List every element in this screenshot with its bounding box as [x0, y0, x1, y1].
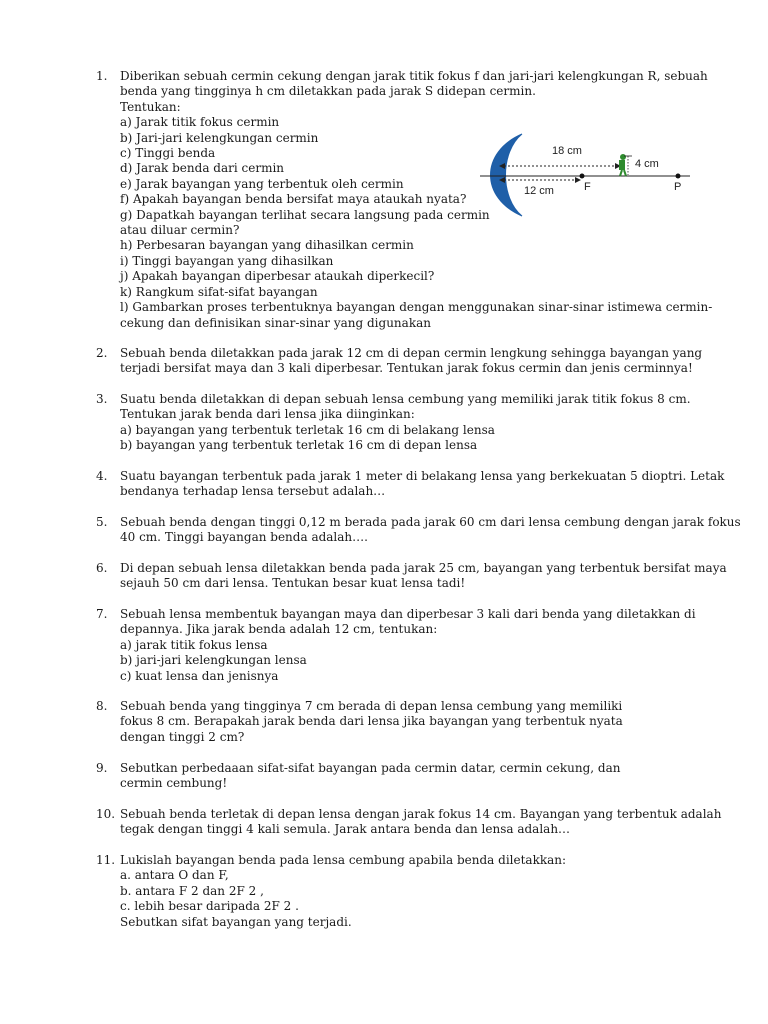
focus-label: F — [584, 181, 591, 193]
question-line: e) Jarak bayangan yang terbentuk oleh cermin — [120, 176, 404, 191]
question-10 — [96, 807, 722, 838]
question-line: a) bayangan yang terbentuk terletak 16 cm di belakang lensa — [120, 422, 495, 437]
question-number: 3. — [96, 392, 108, 406]
question-line: Sebuah benda yang tingginya 7 cm berada di depan lensa cembung yang memiliki — [120, 699, 623, 713]
question-line: a) jarak titik fokus lensa — [120, 637, 268, 652]
question-line: c) kuat lensa dan jenisnya — [120, 668, 279, 683]
question-line: benda yang tingginya h cm diletakkan pada jarak S didepan cermin. — [120, 84, 536, 99]
question-3 — [96, 392, 696, 454]
question-6 — [96, 561, 727, 592]
question-line: h) Perbesaran bayangan yang dihasilkan cermin — [120, 238, 414, 253]
question-8 — [96, 699, 696, 745]
question-line: depannya. Jika jarak benda adalah 12 cm, tentukan: — [120, 622, 438, 637]
question-2 — [96, 346, 703, 377]
question-line: Sebuah benda terletak di depan lensa dengan jarak fokus 14 cm. Bayangan yang terbentuk adalah — [120, 807, 722, 821]
center-label: P — [674, 181, 682, 193]
question-line: terjadi bersifat maya dan 3 kali diperbesar. Tentukan jarak fokus cermin dan jenis cerminnya! — [120, 361, 693, 376]
concave-mirror-diagram — [478, 128, 692, 220]
question-line: i) Tinggi bayangan yang dihasilkan — [120, 253, 334, 268]
question-line: Lukislah bayangan benda pada lensa cembung apabila benda diletakkan: — [120, 853, 567, 867]
question-number: 11. — [96, 853, 116, 867]
question-line: j) Apakah bayangan diperbesar ataukah diperkecil? — [120, 269, 435, 284]
question-number: 5. — [96, 515, 108, 529]
question-11 — [96, 853, 696, 930]
question-line: bendanya terhadap lensa tersebut adalah… — [120, 484, 386, 499]
question-4 — [96, 469, 725, 500]
concave-mirror-shape — [491, 134, 523, 216]
question-line: fokus 8 cm. Berapakah jarak benda dari lensa jika bayangan yang terbentuk nyata — [120, 714, 623, 729]
question-line: Tentukan: — [120, 99, 181, 114]
question-line: Suatu benda diletakkan di depan sebuah lensa cembung yang memiliki jarak titik fokus 8 cm. — [120, 392, 691, 406]
question-number: 9. — [96, 761, 108, 775]
question-number: 7. — [96, 607, 108, 621]
question-number: 10. — [96, 807, 116, 821]
question-line: a) Jarak titik fokus cermin — [120, 115, 280, 130]
question-line: Di depan sebuah lensa diletakkan benda pada jarak 25 cm, bayangan yang terbentuk bersifat maya — [120, 561, 727, 575]
question-line: b) jari-jari kelengkungan lensa — [120, 653, 307, 668]
question-line: Sebuah benda dengan tinggi 0,12 m berada pada jarak 60 cm dari lensa cembung dengan jarak fokus — [120, 515, 741, 529]
question-number: 6. — [96, 561, 108, 575]
question-7 — [96, 607, 696, 684]
question-9 — [96, 761, 696, 792]
question-number: 8. — [96, 699, 108, 713]
question-line: sejauh 50 cm dari lensa. Tentukan besar kuat lensa tadi! — [120, 576, 466, 591]
question-line: Sebutkan perbedaaan sifat-sifat bayangan pada cermin datar, cermin cekung, dan — [120, 761, 621, 775]
question-line: cermin cembung! — [120, 776, 228, 791]
question-line: b) bayangan yang terbentuk terletak 16 cm di depan lensa — [120, 438, 478, 453]
question-line: f) Apakah bayangan benda bersifat maya ataukah nyata? — [120, 192, 467, 207]
question-line: c) Tinggi benda — [120, 146, 216, 161]
question-line: a. antara O dan F, — [120, 868, 229, 883]
question-5 — [96, 515, 741, 546]
question-line: Diberikan sebuah cermin cekung dengan jarak titik fokus f dan jari-jari kelengkungan R, sebuah — [120, 69, 708, 83]
focal-distance-label: 12 cm — [524, 185, 554, 197]
question-line: g) Dapatkah bayangan terlihat secara langsung pada cermin — [120, 207, 490, 222]
object-distance-label: 18 cm — [552, 145, 582, 157]
question-line: Suatu bayangan terbentuk pada jarak 1 meter di belakang lensa yang berkekuatan 5 dioptri. Letak — [120, 469, 725, 483]
focus-point — [580, 174, 585, 179]
question-number: 4. — [96, 469, 108, 483]
question-line: dengan tinggi 2 cm? — [120, 729, 245, 744]
question-line: 40 cm. Tinggi bayangan benda adalah…. — [120, 530, 368, 545]
question-line: k) Rangkum sifat-sifat bayangan — [120, 284, 318, 299]
question-line: Tentukan jarak benda dari lensa jika diinginkan: — [120, 407, 415, 422]
question-line: cekung dan definisikan sinar-sinar yang digunakan — [120, 315, 431, 330]
question-number: 1. — [96, 69, 108, 83]
question-line: atau diluar cermin? — [120, 223, 240, 238]
question-line: Sebuah lensa membentuk bayangan maya dan diperbesar 3 kali dari benda yang diletakkan di — [120, 607, 696, 621]
question-line: b) Jari-jari kelengkungan cermin — [120, 130, 319, 145]
object-figure — [619, 154, 626, 176]
center-point — [676, 174, 681, 179]
height-label: 4 cm — [635, 158, 659, 170]
question-line: Sebutkan sifat bayangan yang terjadi. — [120, 914, 352, 929]
question-line: b. antara F 2 dan 2F 2 , — [120, 883, 264, 898]
question-line: d) Jarak benda dari cermin — [120, 161, 285, 176]
question-number: 2. — [96, 346, 108, 360]
question-line: c. lebih besar daripada 2F 2 . — [120, 899, 299, 914]
question-line: l) Gambarkan proses terbentuknya bayangan dengan menggunakan sinar-sinar istimewa cermin- — [120, 300, 713, 315]
question-line: Sebuah benda diletakkan pada jarak 12 cm di depan cermin lengkung sehingga bayangan yang — [120, 346, 703, 360]
question-line: tegak dengan tinggi 4 kali semula. Jarak antara benda dan lensa adalah… — [120, 822, 571, 837]
